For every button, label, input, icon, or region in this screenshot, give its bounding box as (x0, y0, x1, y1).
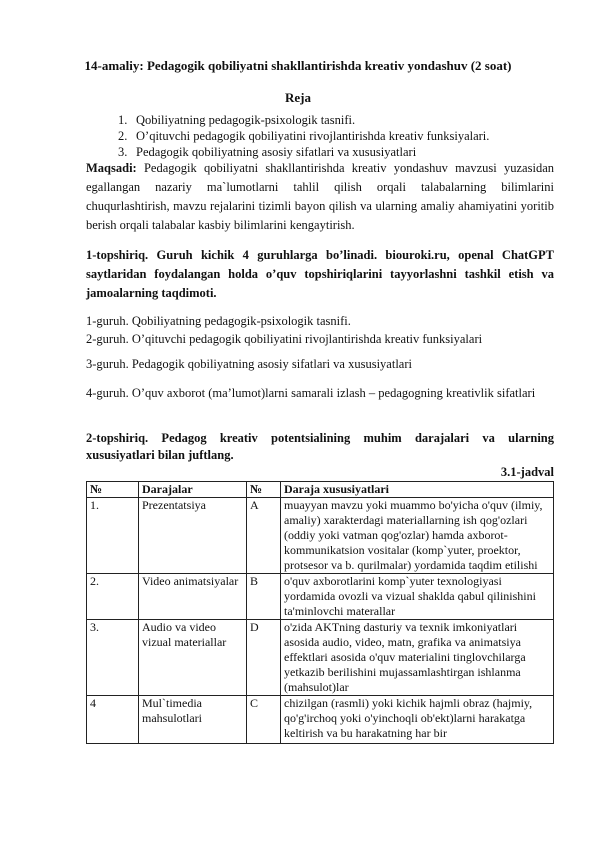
task-1: 1-topshiriq. Guruh kichik 4 guruhlarga bo’linadi. biouroki.ru, openal ChatGPT saytlaridan foydalangan holda o’quv topshiriqlarini tayyorlashni tashkil etish va jamoalarning taqdimoti. (86, 248, 554, 300)
row-feature: muayyan mavzu yoki muammo bo'yicha o'quv (ilmiy, amaliy) xarakterdagi materiallarning ish qog'ozlari (oddiy yoki vatman qog'ozlar) hamda axborot-kommunikatsion vositalar (komp`yuter, proektor, protsesor va b. qurilmalar) yordamida taqdim etilishi (281, 498, 554, 574)
plan-item-number: 1. (118, 113, 128, 127)
header-number: № (87, 482, 139, 498)
row-letter: C (247, 696, 281, 744)
plan-item (118, 128, 558, 144)
matching-table (86, 481, 554, 744)
row-level: Audio va video vizual materiallar (139, 620, 247, 696)
plan-item-number: 3. (118, 145, 128, 159)
goal-label: Maqsadi: (86, 161, 137, 175)
header-features: Daraja xususiyatlari (281, 482, 554, 498)
page-title: 14-amaliy: Pedagogik qobiliyatni shakllantirishda kreativ yondashuv (2 soat) (84, 58, 512, 73)
plan-item-text: O’qituvchi pedagogik qobiliyatini rivojlantirishda kreativ funksiyalari. (136, 129, 490, 143)
table-caption: 3.1-jadval (500, 465, 554, 479)
row-number: 1. (87, 498, 139, 574)
row-number: 4 (87, 696, 139, 744)
group-4: 4-guruh. O’quv axborot (ma’lumot)larni samarali izlash – pedagogning kreativlik sifatlari (86, 386, 536, 400)
row-letter: D (247, 620, 281, 696)
group-3: 3-guruh. Pedagogik qobiliyatning asosiy sifatlari va xususiyatlari (86, 357, 412, 371)
table-row (87, 620, 554, 696)
plan-item-number: 2. (118, 129, 128, 143)
plan-item (118, 144, 558, 160)
group-1: 1-guruh. Qobiliyatning pedagogik-psixologik tasnifi. (86, 314, 351, 328)
group-2: 2-guruh. O’qituvchi pedagogik qobiliyatini rivojlantirishda kreativ funksiyalari (86, 332, 483, 346)
row-level: Video animatsiyalar (139, 574, 247, 620)
row-number: 2. (87, 574, 139, 620)
row-letter: A (247, 498, 281, 574)
plan-item-text: Pedagogik qobiliyatning asosiy sifatlari va xususiyatlari (136, 145, 417, 159)
header-levels: Darajalar (139, 482, 247, 498)
row-level: Prezentatsiya (139, 498, 247, 574)
plan-item (118, 112, 558, 128)
task-2: 2-topshiriq. Pedagog kreativ potentsialining muhim darajalari va ularning xususiyatlari bilan juftlang. (86, 431, 554, 462)
plan-list (118, 112, 558, 160)
row-letter: B (247, 574, 281, 620)
goal-text: Pedagogik qobiliyatni shakllantirishda kreativ yondashuv mavzusi yuzasidan egallangan nazariy ma`lumotlarni tahlil qilish orqali talabalarning bilimlarini chuqurlashtirish, mavzu rejalarini tizimli bayon qilish va ularning amaliy ahamiyatini yoritib berish orqali talabalar kasbiy bilimlarini kengaytirish. (86, 161, 554, 232)
goal-paragraph (86, 159, 554, 235)
table-header-row (87, 482, 554, 498)
row-feature (281, 696, 554, 744)
row-feature: o'quv axborotlarini komp`yuter texnologiyasi yordamida ovozli va vizual shaklda qabul qilinishini ta'minlovchi materallar (281, 574, 554, 620)
plan-heading: Reja (285, 90, 311, 105)
header-letter: № (247, 482, 281, 498)
table-row (87, 696, 554, 744)
table-row (87, 498, 554, 574)
row-level: Mul`timedia mahsulotlari (139, 696, 247, 744)
table-row (87, 574, 554, 620)
plan-item-text: Qobiliyatning pedagogik-psixologik tasnifi. (136, 113, 356, 127)
row-number: 3. (87, 620, 139, 696)
row-feature-text: chizilgan (rasmli) yoki kichik hajmli obraz (hajmiy, qo'g'irchoq yoki o'yinchoqli ob'ekt)larni harakatga keltirish va bu harakatning har bir (284, 696, 533, 740)
row-feature: o'zida AKTning dasturiy va texnik imkoniyatlari asosida audio, video, matn, grafika va animatsiya effektlari asosida o'quv materialini tinglovchilarga yetkazib berilishini mujassamlashtirgan ishlanma (mahsulot)lar (281, 620, 554, 696)
